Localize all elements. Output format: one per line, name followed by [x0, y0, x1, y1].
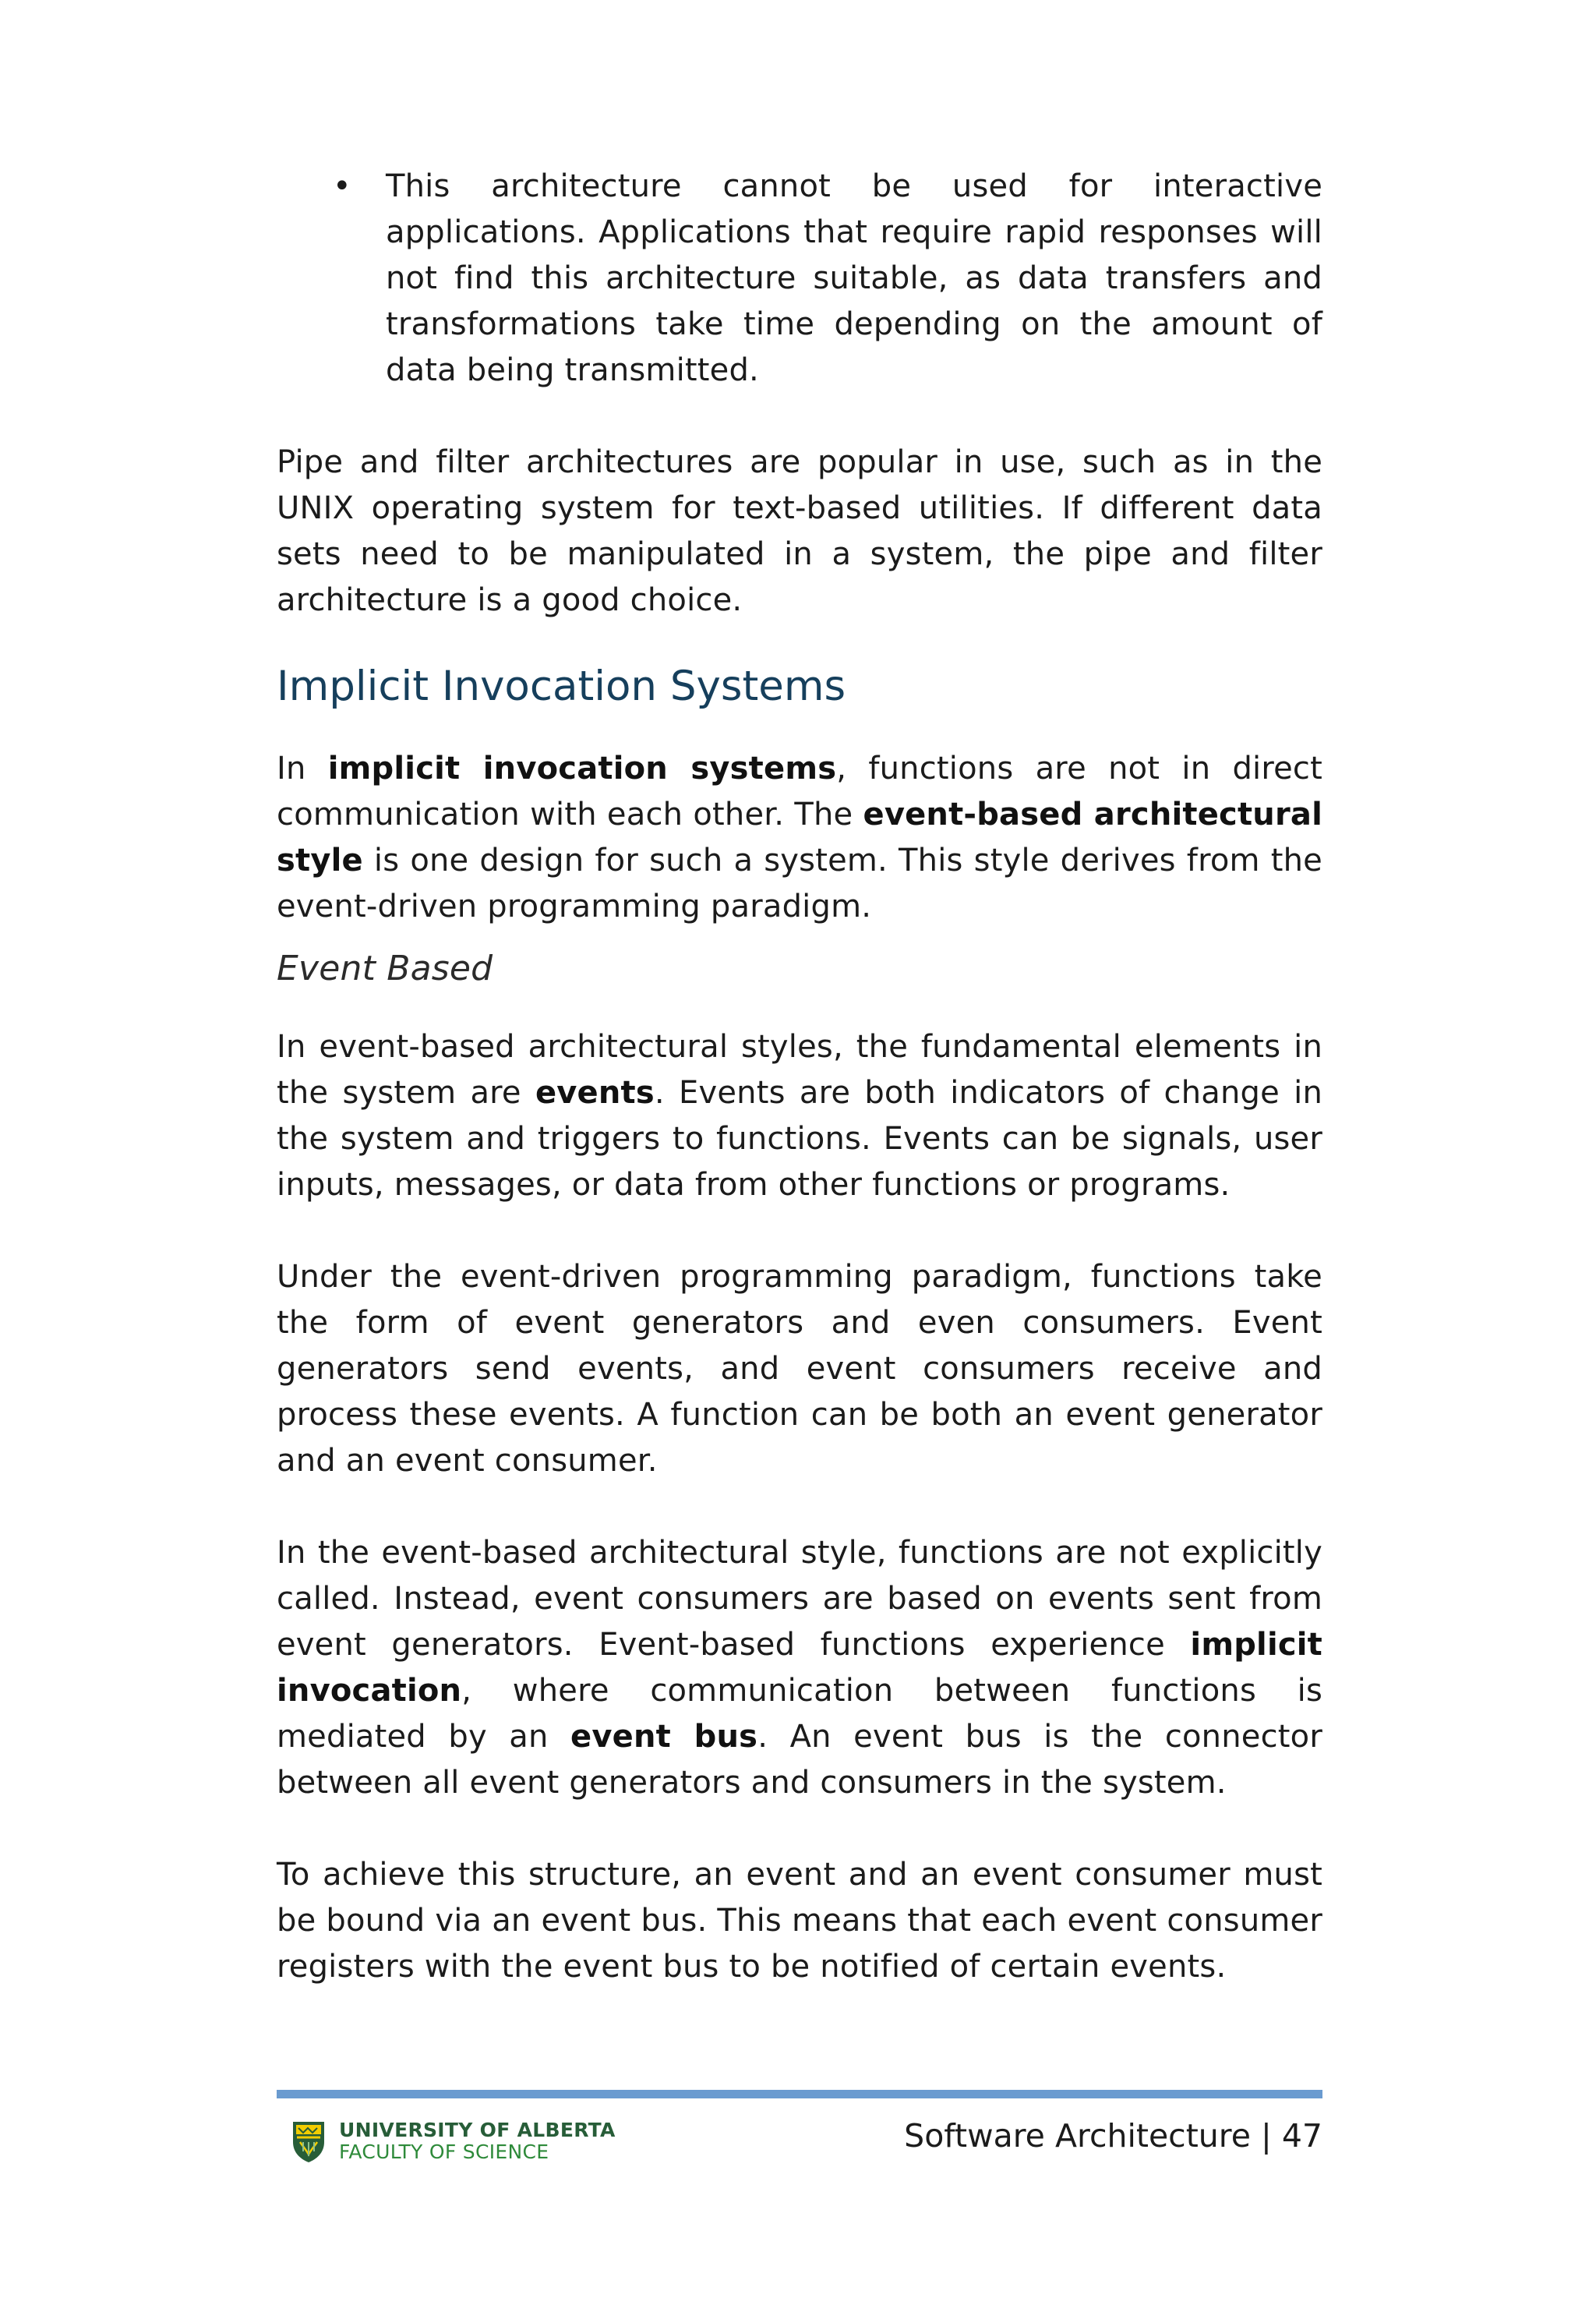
university-logo [291, 2119, 616, 2164]
text-run: , functions are not in direct communication with each other. The [277, 751, 1323, 833]
paragraph-event-elements [277, 1024, 1322, 1208]
bold-term: event bus [570, 1719, 758, 1755]
paragraph-event-binding: To achieve this structure, an event and an event consumer must be bound via an event bus. This means that each event consumer registers with the event bus to be notified of certain events. [277, 1857, 1322, 1985]
text-run: In the event-based architectural style, functions are not explicitly called. Instead, event consumers are based on events sent from event generators. Event-based functions experience [277, 1535, 1322, 1663]
paragraph-implicit-invocation [277, 746, 1322, 930]
text-run: In event-based architectural styles, the fundamental elements in the system are [277, 1029, 1322, 1111]
subsection-heading: Event Based [277, 949, 493, 988]
bullet-text: This architecture cannot be used for interactive applications. Applications that require rapid responses will not find this architecture suitable, as data transfers and transformations take time depending on the amount of data being transmitted. [386, 168, 1322, 388]
text-run: , where communication between functions is mediated by an [277, 1673, 1322, 1755]
text-run: In [277, 751, 328, 787]
faculty-name: FACULTY OF SCIENCE [339, 2141, 549, 2163]
paragraph-event-driven: Under the event-driven programming paradigm, functions take the form of event generators and even consumers. Event generators send events, and event consumers receive and process these events. A function can be both an event generator and an event consumer. [277, 1259, 1322, 1479]
university-crest-icon [291, 2119, 327, 2164]
text-run: is one design for such a system. This style derives from the event-driven programming paradigm. [277, 843, 1322, 924]
footer-rule [277, 2090, 1322, 2098]
bold-term: events [535, 1075, 655, 1111]
section-heading: Implicit Invocation Systems [277, 663, 846, 710]
paragraph-implicit-invocation-bus [277, 1530, 1322, 1806]
text-run: . An event bus is the connector between all event generators and consumers in the system. [277, 1719, 1322, 1801]
university-name: UNIVERSITY OF ALBERTA [339, 2119, 616, 2141]
page-content [277, 164, 1322, 1990]
list-item [277, 164, 1322, 394]
page-footer-label: Software Architecture | 47 [904, 2117, 1322, 2155]
university-wordmark [339, 2119, 616, 2163]
bold-term: event-based architectural style [277, 797, 1322, 878]
bold-term: implicit invocation systems [327, 751, 837, 787]
text-run: . Events are both indicators of change in the system and triggers to functions. Events can be signals, user inputs, messages, or data from other functions or programs. [277, 1075, 1322, 1203]
bullet-list [277, 164, 1322, 394]
bullet-icon: • [333, 168, 351, 204]
bold-term: implicit invocation [277, 1627, 1322, 1709]
paragraph-pipe-filter: Pipe and filter architectures are popular in use, such as in the UNIX operating system for text-based utilities. If different data sets need to be manipulated in a system, the pipe and filter architecture is a good choice. [277, 444, 1322, 618]
